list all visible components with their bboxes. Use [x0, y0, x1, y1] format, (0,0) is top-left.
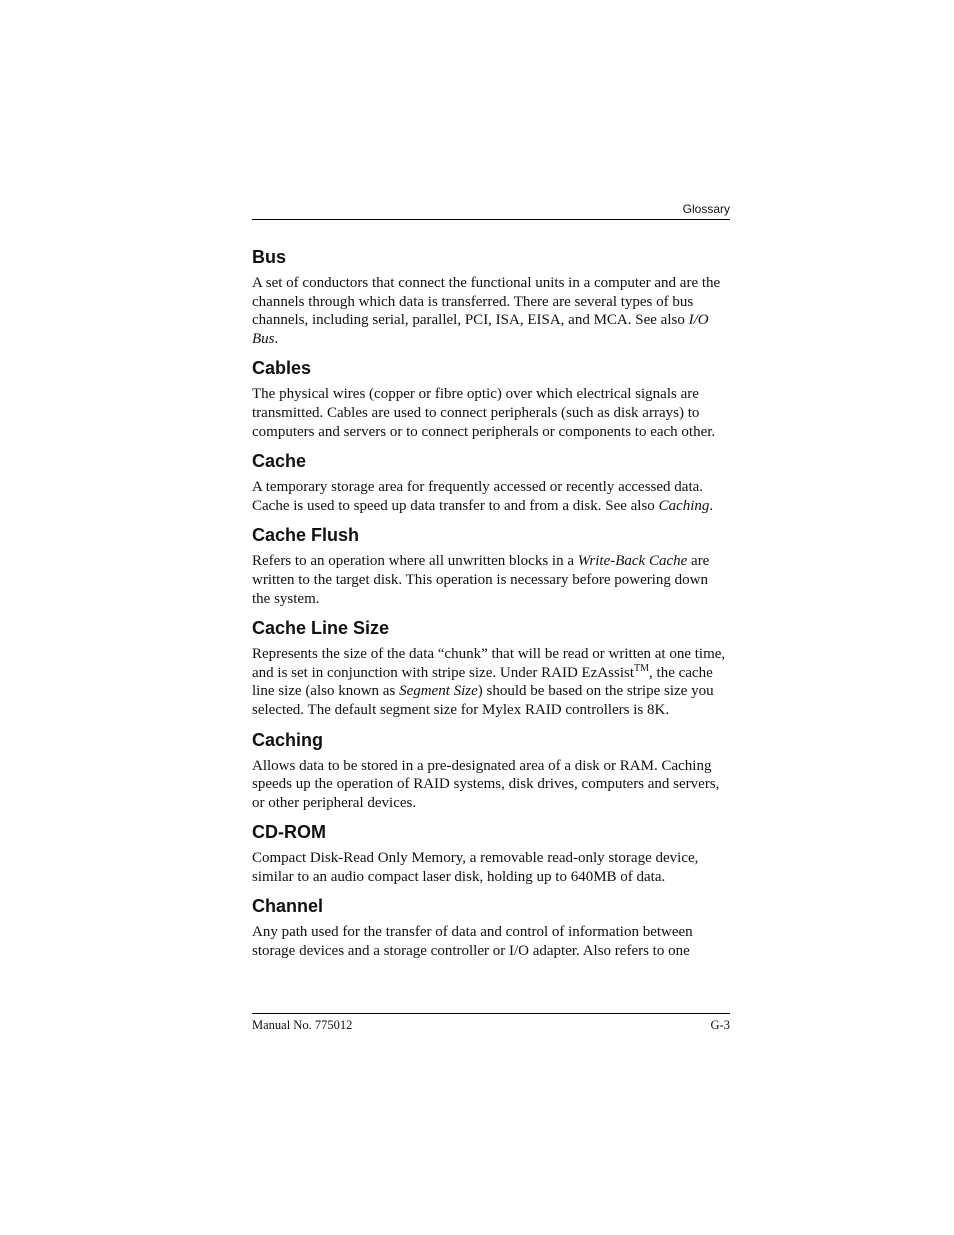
- cross-reference-term: Write-Back Cache: [577, 553, 688, 570]
- definition-text: Represents the size of the data “chunk” that will be read or written at one time, and is set in conjunction with stripe size. Under RAID EzAssist: [252, 646, 726, 681]
- definition-text: Any path used for the transfer of data and control of information between storage devices and a storage controller or I/O adapter. Also refers to one: [252, 924, 693, 960]
- glossary-entry: [252, 894, 730, 960]
- glossary-definition: [252, 478, 730, 515]
- glossary-definition: [252, 923, 730, 960]
- glossary-term: Cables: [252, 358, 312, 379]
- glossary-definition: [252, 757, 730, 813]
- cross-reference-term: Segment Size: [399, 683, 478, 700]
- definition-text: .: [709, 497, 714, 514]
- definition-text: .: [274, 330, 279, 347]
- footer-page-number: G-3: [710, 1018, 730, 1032]
- glossary-term: Bus: [252, 247, 287, 267]
- glossary-entry: [252, 356, 730, 441]
- glossary-entry: [252, 245, 730, 348]
- running-header: [252, 202, 730, 220]
- glossary-entry: [252, 616, 730, 719]
- glossary-entries: [252, 245, 730, 969]
- trademark-superscript: TM: [634, 662, 650, 674]
- definition-text: , the cache line size (also known as: [252, 664, 713, 700]
- glossary-entry: [252, 728, 730, 813]
- footer-manual-number: Manual No. 775012: [252, 1018, 353, 1032]
- glossary-definition: [252, 645, 730, 719]
- definition-text: ) should be based on the stripe size you selected. The default segment size for Mylex RAID controllers is 8K.: [252, 683, 714, 718]
- definition-text: Refers to an operation where all unwritten blocks in a: [252, 553, 578, 570]
- running-footer: [252, 1013, 730, 1034]
- glossary-term: Channel: [252, 896, 324, 917]
- glossary-term: Cache Line Size: [252, 618, 390, 639]
- cross-reference-term: Caching: [658, 497, 710, 514]
- cross-reference-term: I/O Bus: [252, 312, 709, 347]
- glossary-entry: [252, 820, 730, 886]
- glossary-term: Caching: [252, 729, 324, 750]
- definition-text: A set of conductors that connect the functional units in a computer and are the channels through which data is transferred. There are several types of bus channels, including serial, parallel, PCI, ISA, EISA, and MCA. See also: [252, 275, 721, 329]
- glossary-entry: [252, 449, 730, 515]
- glossary-term: Cache Flush: [252, 525, 360, 546]
- definition-text: The physical wires (copper or fibre optic) over which electrical signals are transmitted. Cables are used to connect peripherals (such as disk arrays) to computers and servers or to connect peripherals or components to each other.: [252, 386, 716, 440]
- glossary-entry: [252, 523, 730, 608]
- header-section-title: Glossary: [682, 202, 730, 216]
- definition-text: Compact Disk-Read Only Memory, a removable read-only storage device, similar to an audio compact laser disk, holding up to 640MB of data.: [252, 850, 699, 885]
- glossary-definition: [252, 274, 730, 348]
- glossary-term: Cache: [252, 451, 307, 472]
- definition-text: A temporary storage area for frequently accessed or recently accessed data. Cache is used to speed up data transfer to and from a disk. See also: [252, 479, 704, 514]
- definition-text: Allows data to be stored in a pre-designated area of a disk or RAM. Caching speeds up the operation of RAID systems, disk drives, computers and servers, or other peripheral devices.: [252, 757, 720, 811]
- glossary-definition: [252, 385, 730, 441]
- glossary-term: CD-ROM: [252, 822, 326, 843]
- glossary-definition: [252, 552, 730, 608]
- glossary-definition: [252, 849, 730, 886]
- definition-text: are written to the target disk. This operation is necessary before powering down the system.: [252, 553, 710, 607]
